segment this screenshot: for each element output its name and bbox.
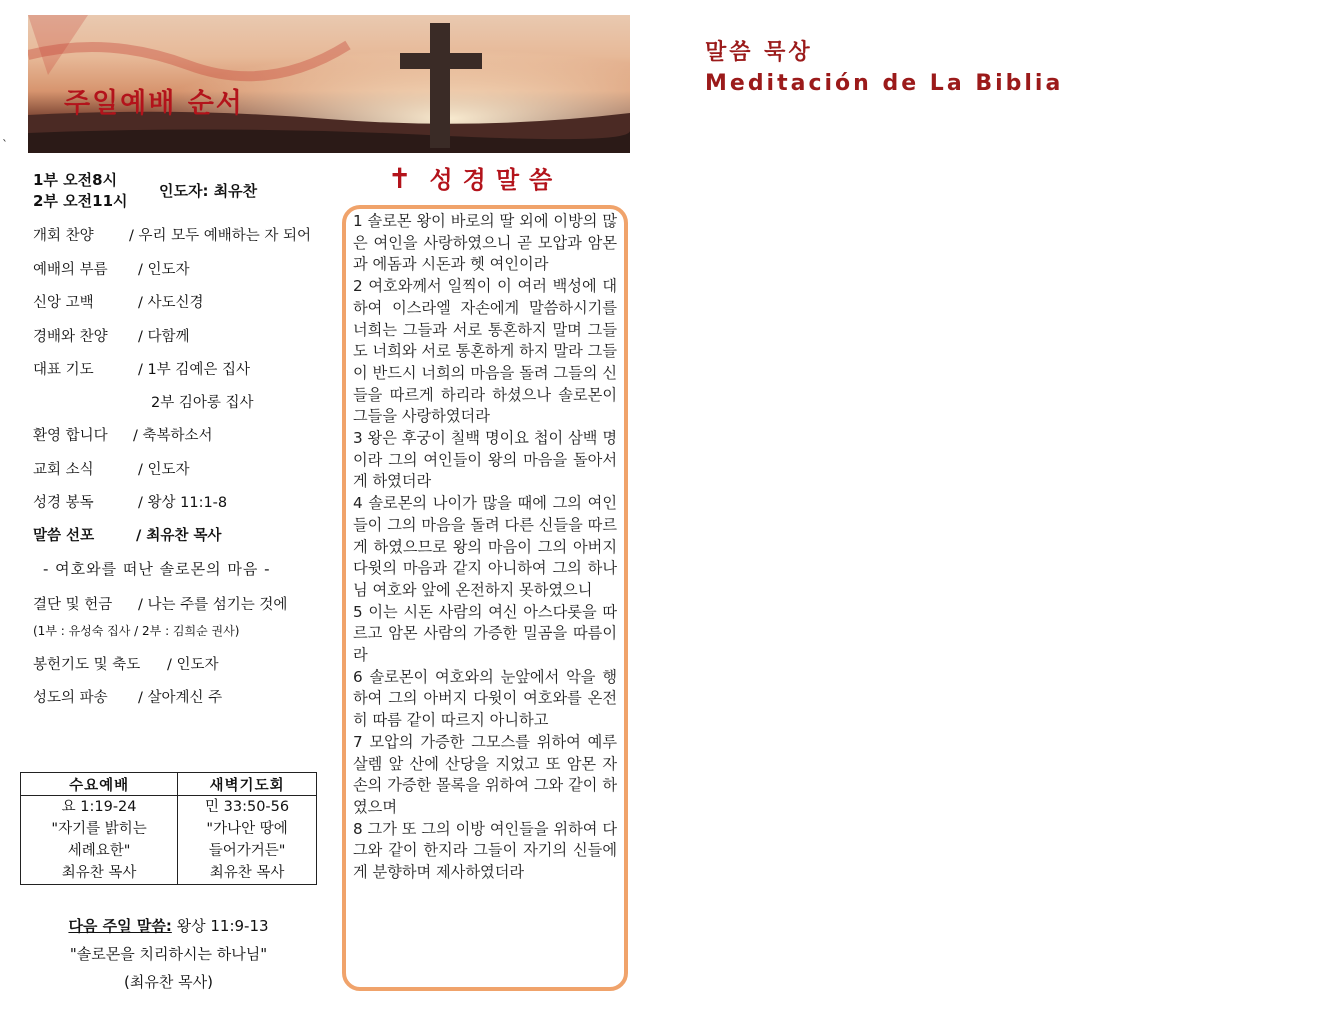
next-week-title: "솔로몬을 치리하시는 하나님": [69, 945, 268, 963]
order-label: 결단 및 헌금: [33, 597, 113, 613]
order-item: [33, 593, 288, 614]
order-item: [33, 358, 250, 379]
page-title: 주일예배 순서: [64, 88, 244, 119]
order-label: 말씀 선포: [33, 528, 95, 544]
order-label: 봉헌기도 및 축도: [33, 657, 141, 673]
table-line: 최유찬 목사: [61, 865, 137, 881]
verse: 8 그가 또 그의 이방 여인들을 위하여 다 그와 같이 한지라 그들이 자기의 신들에게 분향하며 제사하였더라: [353, 819, 617, 882]
order-label: 경배와 찬양: [33, 329, 108, 345]
midweek-table: [20, 772, 317, 885]
next-week-label: 다음 주일 말씀:: [68, 917, 172, 935]
verse: 2 여호와께서 일찍이 이 여러 백성에 대하여 이스라엘 자손에게 말씀하시기를 너희는 그들과 서로 통혼하지 말며 그들도 너희와 서로 통혼하게 하지 말라 그들이 반드시 너희의 마음을 돌려 그들의 신들을 따르게 하리라 하셨으나 솔로몬이 그들을 사랑하였더라: [353, 277, 617, 426]
order-value: 2부 김아롱 집사: [151, 395, 254, 411]
banner: [28, 15, 630, 153]
verse: 4 솔로몬의 나이가 많을 때에 그의 여인들이 그의 마음을 돌려 다른 신들을 따르게 하였으므로 왕의 마음이 그의 아버지 다윗의 마음과 같지 아니하여 그의 하나님 여호와 앞에 온전하지 못하였으니: [353, 494, 617, 599]
sermon-title: - 여호와를 떠난 솔로몬의 마음 -: [43, 560, 271, 578]
order-value: / 인도자: [167, 657, 219, 673]
order-value: / 최유찬 목사: [136, 528, 222, 544]
order-value: / 축복하소서: [133, 428, 213, 444]
order-value: / 살아계신 주: [138, 690, 223, 706]
order-label: 성경 봉독: [33, 495, 94, 511]
order-item: [33, 491, 228, 512]
order-value: / 사도신경: [138, 295, 204, 311]
wednesday-cell: [21, 796, 178, 885]
order-value: / 다함께: [138, 329, 190, 345]
order-value: / 우리 모두 예배하는 자 되어: [129, 228, 312, 244]
verse: 1 솔로몬 왕이 바로의 딸 외에 이방의 많은 여인을 사랑하였으니 곧 모압과 암몬과 에돔과 시돈과 헷 여인이라: [353, 212, 617, 274]
order-item: [33, 458, 190, 479]
order-label: 교회 소식: [33, 462, 94, 478]
table-line: 최유찬 목사: [209, 865, 285, 881]
order-item: [33, 424, 213, 445]
scripture-box: [342, 205, 628, 991]
verse: 3 왕은 후궁이 칠백 명이요 첩이 삼백 명이라 그의 여인들이 왕의 마음을 돌아서게 하였더라: [353, 429, 617, 491]
stray-mark: `: [2, 138, 8, 152]
leader: 인도자: 최유찬: [159, 182, 258, 200]
scripture-heading: [388, 160, 562, 195]
table-line: 요 1:19-24: [61, 799, 137, 815]
order-value: / 나는 주를 섬기는 것에: [138, 597, 288, 613]
table-header: 새벽기도회: [178, 773, 317, 796]
table-line: "자기를 밝히는: [51, 821, 147, 837]
order-item: [33, 224, 312, 245]
order-item: [33, 291, 204, 312]
verse: 7 모압의 가증한 그모스를 위하여 예루살렘 앞 산에 산당을 지었고 또 암몬 자손의 가증한 몰록을 위하여 그와 같이 하였으며: [353, 732, 617, 816]
offering-note: (1부 : 유성숙 집사 / 2부 : 김희순 권사): [33, 624, 240, 638]
next-week-line: [20, 912, 317, 940]
order-item: [33, 325, 190, 346]
order-label: 대표 기도: [33, 362, 94, 378]
order-item: [33, 653, 219, 674]
cross-icon: ✝: [388, 162, 412, 195]
service-times: [33, 170, 128, 212]
next-week-preacher: (최유찬 목사): [124, 973, 213, 991]
order-value: / 인도자: [138, 262, 190, 278]
order-label: 예배의 부름: [33, 262, 108, 278]
table-line: 민 33:50-56: [205, 799, 290, 815]
order-label: 개회 찬양: [33, 228, 94, 244]
order-value: / 인도자: [138, 462, 190, 478]
next-week-sermon: [20, 912, 317, 996]
table-line: 들어가거든": [208, 843, 286, 859]
service-first: 1부 오전8시: [33, 171, 118, 189]
verse: 6 솔로몬이 여호와의 눈앞에서 악을 행하여 그의 아버지 다윗이 여호와를 온전히 따름 같이 따르지 아니하고: [353, 667, 617, 730]
meditation-title-spanish: Meditación de La Biblia: [705, 71, 1064, 96]
service-second: 2부 오전11시: [33, 192, 128, 210]
order-item-sermon: [33, 524, 222, 545]
order-label: 환영 합니다: [33, 428, 108, 444]
meditation-title-korean: 말씀 묵상: [705, 40, 813, 65]
scripture-heading-text: 성경말씀: [429, 166, 563, 194]
verse: 5 이는 시돈 사람의 여신 아스다롯을 따르고 암몬 사람의 가증한 밀곰을 따름이라: [353, 602, 617, 665]
order-label: 성도의 파송: [33, 690, 108, 706]
order-item: [33, 258, 190, 279]
order-label: 신앙 고백: [33, 295, 94, 311]
order-item: [33, 686, 223, 707]
table-line: 세례요한": [67, 843, 131, 859]
table-line: "가나안 땅에: [206, 821, 288, 837]
dawn-prayer-cell: [178, 796, 317, 885]
order-value: / 왕상 11:1-8: [138, 495, 228, 511]
order-value: / 1부 김예은 집사: [138, 362, 250, 378]
next-week-ref: 왕상 11:9-13: [176, 917, 269, 935]
table-header: 수요예배: [21, 773, 178, 796]
